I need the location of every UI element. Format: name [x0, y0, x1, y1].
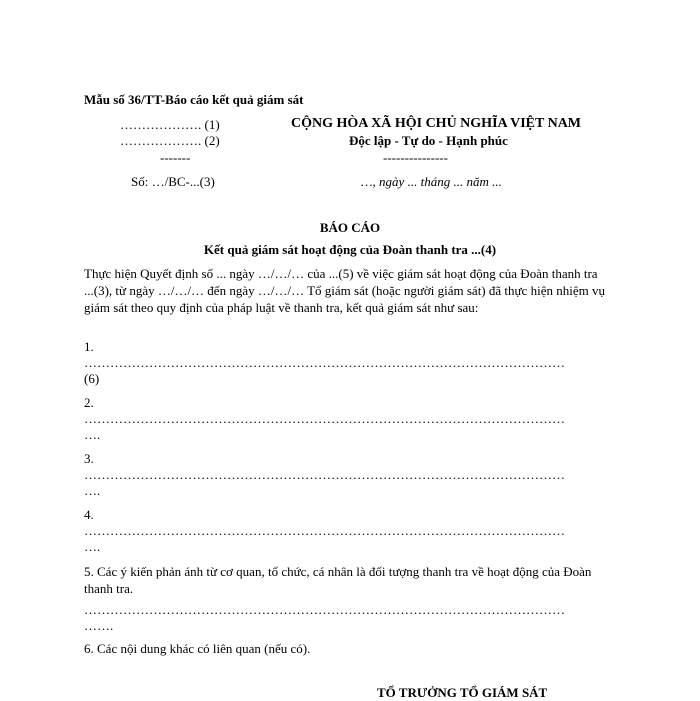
section-5-tail: …….	[84, 618, 114, 633]
section-6-text: 6. Các nội dung khác có liên quan (nếu có).	[84, 641, 311, 656]
nation-title: CỘNG HÒA XÃ HỘI CHỦ NGHĨA VIỆT NAM	[291, 116, 582, 131]
agency-line-2: ………………. (2)	[120, 133, 220, 148]
form-title: Mẫu số 36/TT-Báo cáo kết quả giám sát	[84, 92, 304, 107]
section-1-label: 1.	[84, 339, 94, 354]
section-3-dots: …………………………………………………………………………………………………	[84, 467, 565, 482]
date-line: …, ngày ... tháng ... năm ...	[361, 174, 502, 189]
section-1-dots: …………………………………………………………………………………………………	[84, 355, 565, 370]
report-subtitle: Kết quả giám sát hoạt động của Đoàn thanh tra ...(4)	[203, 242, 497, 257]
section-4-dots: …………………………………………………………………………………………………	[84, 523, 565, 538]
intro-paragraph: Thực hiện Quyết định số ... ngày …/…/… của ...(5) về việc giám sát hoạt động của Đoàn thanh tra ...(3), từ ngày …/…/… đến ngày …/…/… Tổ giám sát (hoặc người giám sát) đã thực hiện nhiệm vụ giám sát theo quy định của pháp luật về thanh tra, kết quả giám sát như sau:	[84, 266, 605, 315]
section-1-tail: (6)	[84, 371, 100, 386]
section-4-tail: ….	[84, 539, 101, 554]
agency-line-1: ………………. (1)	[120, 117, 220, 132]
signature-title: TỔ TRƯỞNG TỔ GIÁM SÁT	[377, 685, 548, 700]
report-title: BÁO CÁO	[319, 220, 381, 235]
section-3-tail: ….	[84, 483, 101, 498]
section-2-label: 2.	[84, 395, 94, 410]
document-number: Số: …/BC-...(3)	[131, 174, 215, 189]
nation-motto: Độc lập - Tự do - Hạnh phúc	[349, 133, 508, 148]
section-4-label: 4.	[84, 507, 94, 522]
section-2-tail: ….	[84, 427, 101, 442]
section-3-label: 3.	[84, 451, 94, 466]
section-2-dots: …………………………………………………………………………………………………	[84, 411, 565, 426]
right-divider: ---------------	[383, 150, 448, 165]
left-divider: -------	[160, 150, 191, 165]
section-5-text: 5. Các ý kiến phản ánh từ cơ quan, tổ chức, cá nhân là đối tượng thanh tra về hoạt động của Đoàn thanh tra.	[84, 564, 592, 596]
section-5-dots: …………………………………………………………………………………………………	[84, 602, 565, 617]
